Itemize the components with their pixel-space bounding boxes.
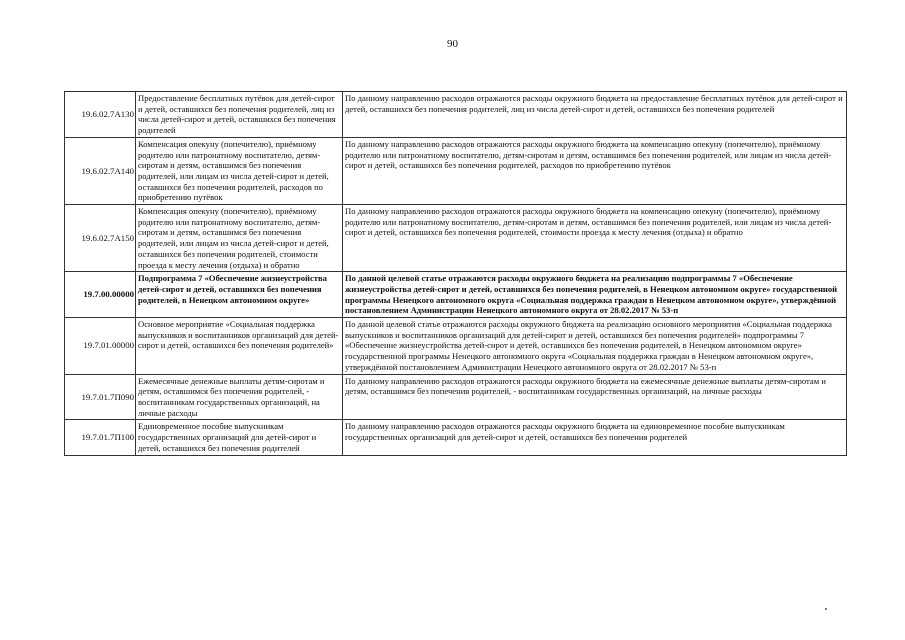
target-article-description <box>343 272 847 318</box>
description-text: По данному направлению расходов отражаются расходы окружного бюджета на предоставление бесплатных путёвок для детей-сирот и детей, оставшихся без попечения родителей, лиц из числа детей-сирот и детей, оставшихся без попечения родителей <box>345 93 843 114</box>
description-text: По данному направлению расходов отражаются расходы окружного бюджета на компенсацию опекуну (попечителю), приёмному родителю или патронатному воспитателю, детям-сиротам и детям, оставшимся без попечения родителей, или лицам из числа детей-сирот и детей, оставшихся без попечения родителей, расходов по приобретению путёвок <box>345 138 832 171</box>
name-text: Предоставление бесплатных путёвок для детей-сирот и детей, оставшихся без попечения родителей, лиц из числа детей-сирот и детей, оставшихся без попечения родителей <box>138 93 336 136</box>
description-text: По данной целевой статье отражаются расходы окружного бюджета на реализацию основного мероприятия «Социальная поддержка выпускников и воспитанников организаций для детей-сирот и детей, оставшихся без попечения родителей» подпрограммы 7 «Обеспечение жизнеустройства детей-сирот и детей, оставшихся без попечения родителей, в Ненецком автономном округе» государственной программы Ненецкого автономного округа «Социальная поддержка граждан в Ненецком автономном округе», утверждённой постановлением Администрации Ненецкого автономного округа от 28.02.2017 № 53-п <box>345 319 832 372</box>
table-row <box>65 205 847 272</box>
description-text: По данному направлению расходов отражаются расходы окружного бюджета на компенсацию опекуну (попечителю), приёмному родителю или патронатному воспитателю, детям-сиротам и детям, оставшимся без попечения родителей, или лицам из числа детей-сирот и детей, оставшихся без попечения родителей, стоимости проезда к месту лечения (отдыха) и обратно <box>345 206 832 238</box>
page-number: 90 <box>447 38 458 50</box>
target-article-code: 19.6.02.7А140 <box>65 137 136 204</box>
target-article-code: 19.6.02.7А150 <box>65 205 136 272</box>
description-text: По данной целевой статье отражаются расходы окружного бюджета на реализацию подпрограммы 7 «Обеспечение жизнеустройства детей-сирот и детей, оставшихся без попечения родителей, в Ненецком автономном округе» государственной программы Ненецкого автономного округа «Социальная поддержка граждан в Ненецком автономном округе», утверждённой постановлением Администрации Ненецкого автономного округа от 28.02.2017 № 53-п <box>345 273 838 316</box>
description-text: По данному направлению расходов отражаются расходы окружного бюджета на единовременное пособие выпускникам государственных организаций для детей-сирот и детей, оставшихся без попечения родителей <box>345 421 785 443</box>
target-article-name <box>136 374 343 420</box>
table-row <box>65 318 847 375</box>
budget-classification-table <box>64 91 847 456</box>
target-article-description <box>343 374 847 420</box>
target-article-name <box>136 92 343 138</box>
name-text: Единовременное пособие выпускникам государственных организаций для детей-сирот и детей, оставшихся без попечения родителей <box>138 421 317 453</box>
name-text: Подпрограмма 7 «Обеспечение жизнеустройства детей-сирот и детей, оставшихся без попечения родителей, в Ненецком автономном округе» <box>138 273 327 305</box>
table-row <box>65 420 847 455</box>
description-text: По данному направлению расходов отражаются расходы окружного бюджета на ежемесячные денежные выплаты детям-сиротам и детям, оставшимся без попечения родителей, - воспитанникам государственных организаций, на личные расходы <box>345 375 826 397</box>
target-article-description <box>343 318 847 375</box>
target-article-name <box>136 137 343 204</box>
table-row-subprogram <box>65 272 847 318</box>
target-article-name <box>136 272 343 318</box>
table-row <box>65 137 847 204</box>
target-article-code: 19.6.02.7А130 <box>65 92 136 138</box>
target-article-description <box>343 205 847 272</box>
target-article-description <box>343 420 847 455</box>
target-article-name <box>136 205 343 272</box>
table-row <box>65 374 847 420</box>
target-article-name <box>136 318 343 375</box>
target-article-code: 19.7.01.7П100 <box>65 420 136 455</box>
target-article-description <box>343 137 847 204</box>
name-text: Компенсация опекуну (попечителю), приёмному родителю или патронатному воспитателю, детям-сиротам и детям, оставшимся без попечения родителей, или лицам из числа детей-сирот и детей, оставшихся без попечения родителей, расходов по приобретению путёвок <box>138 138 329 203</box>
scan-speck <box>825 608 827 610</box>
target-article-code: 19.7.00.00000 <box>65 272 136 318</box>
target-article-code: 19.7.01.7П090 <box>65 374 136 420</box>
target-article-description <box>343 92 847 138</box>
table-row <box>65 92 847 138</box>
target-article-name <box>136 420 343 455</box>
target-article-code: 19.7.01.00000 <box>65 318 136 375</box>
name-text: Компенсация опекуну (попечителю), приёмному родителю или патронатному воспитателю, детям-сиротам и детям, оставшимся без попечения родителей, или лицам из числа детей-сирот и детей, оставшихся без попечения родителей, стоимости проезда к месту лечения (отдыха) и обратно <box>138 206 329 270</box>
name-text: Ежемесячные денежные выплаты детям-сиротам и детям, оставшимся без попечения родителей, - воспитанникам государственных организаций, на личные расходы <box>138 375 325 418</box>
name-text: Основное мероприятие «Социальная поддержка выпускников и воспитанников организаций для детей-сирот и детей, оставшихся без попечения родителей» <box>138 319 339 351</box>
